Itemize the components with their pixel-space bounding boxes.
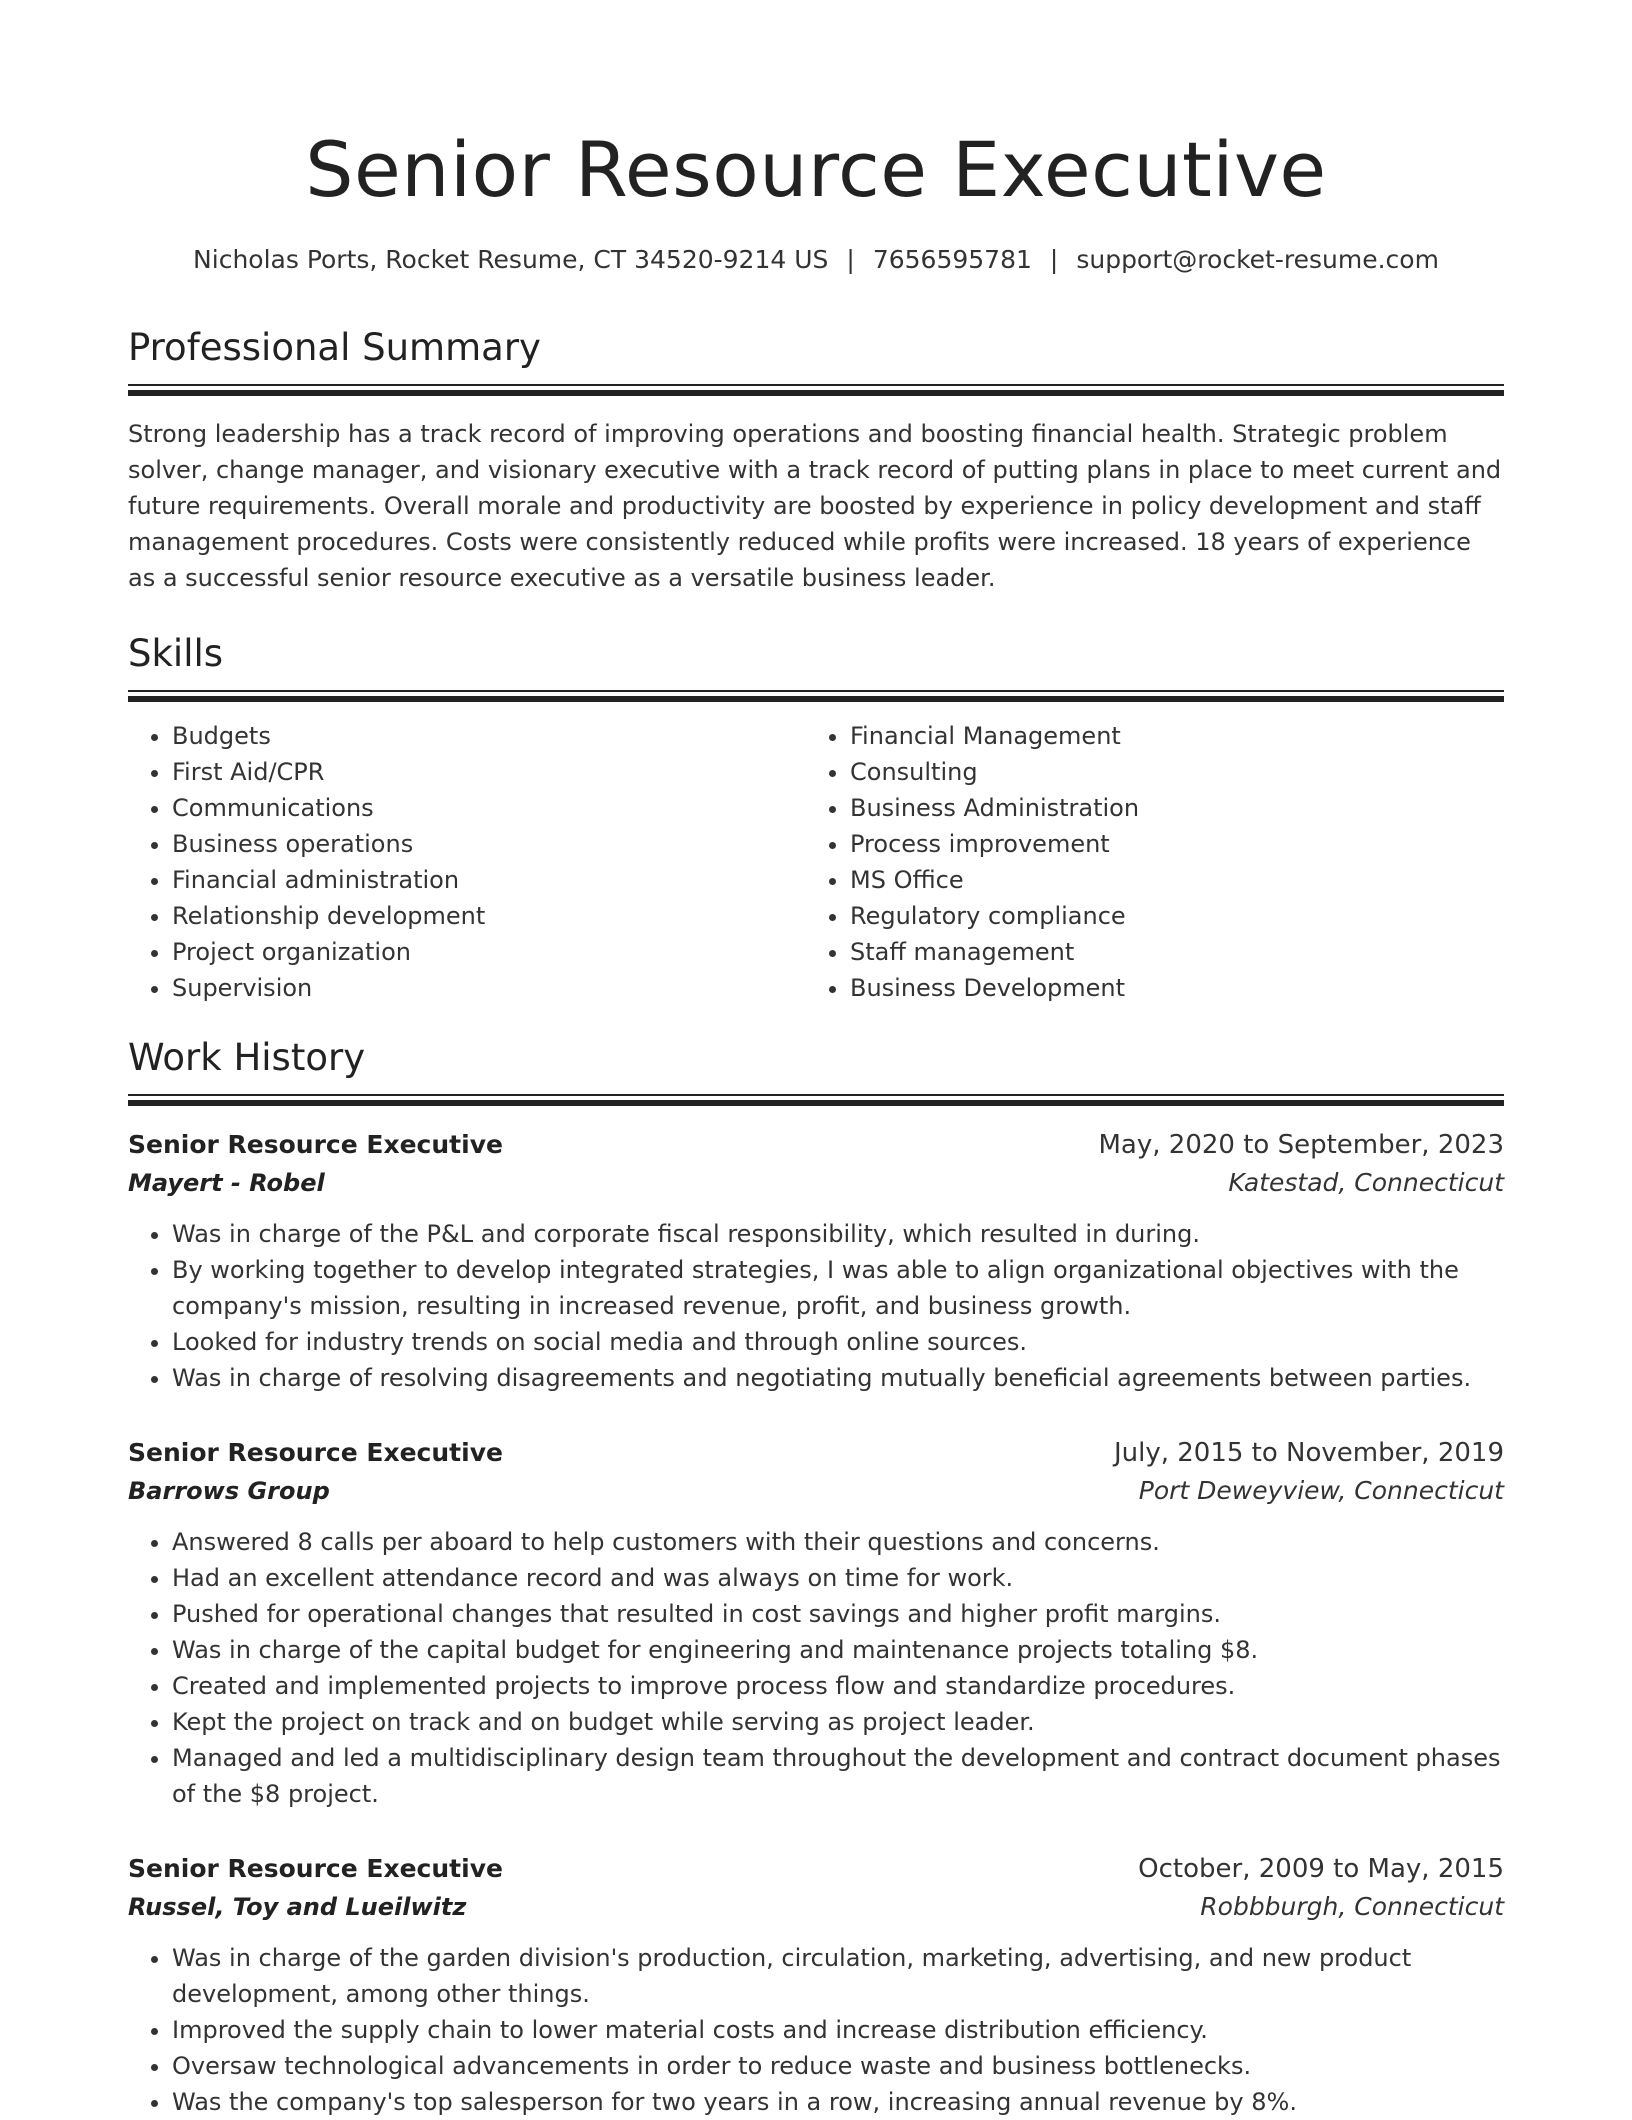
job-bullet-list (128, 1940, 1504, 2120)
skill-item: • Financial Management (850, 718, 1484, 754)
job-bullet: • Had an excellent attendance record and was always on time for work. (172, 1560, 1504, 1596)
skill-item: • Business Administration (850, 790, 1484, 826)
job-dates: October, 2009 to May, 2015 (1138, 1854, 1504, 1884)
skill-item: • Process improvement (850, 826, 1484, 862)
job-entry (128, 1434, 1504, 1812)
job-header-row (128, 1126, 1504, 1164)
job-company-row (128, 1472, 1504, 1510)
skill-item: • Financial administration (172, 862, 806, 898)
contact-address: Nicholas Ports, Rocket Resume, CT 34520-9214 US (193, 245, 829, 274)
job-bullet: • Was the company's top salesperson for two years in a row, increasing annual revenue by 8%. (172, 2084, 1504, 2120)
job-bullet: • Was in charge of resolving disagreements and negotiating mutually beneficial agreements between parties. (172, 1360, 1504, 1396)
skill-item: • Business operations (172, 826, 806, 862)
summary-text: Strong leadership has a track record of improving operations and boosting financial health. Strategic problem solver, change manager, and visionary executive with a track record of putting plans in place to meet current and future requirements. Overall morale and productivity are boosted by experience in policy development and staff management procedures. Costs were consistently reduced while profits were increased. 18 years of experience as a successful senior resource executive as a versatile business leader. (128, 420, 1502, 592)
skill-item: • Business Development (850, 970, 1484, 1006)
skill-item: • Budgets (172, 718, 806, 754)
job-title: Senior Resource Executive (128, 1854, 503, 1883)
skills-column-right (806, 718, 1484, 1006)
job-bullet: • Improved the supply chain to lower material costs and increase distribution efficiency. (172, 2012, 1504, 2048)
job-bullet: • Kept the project on track and on budget while serving as project leader. (172, 1704, 1504, 1740)
job-title: Senior Resource Executive (128, 1438, 503, 1467)
job-bullet: • Oversaw technological advancements in order to reduce waste and business bottlenecks. (172, 2048, 1504, 2084)
skill-item: • Communications (172, 790, 806, 826)
job-location: Katestad, Connecticut (1228, 1168, 1504, 1197)
skills-grid (128, 718, 1504, 1006)
contact-separator: | (1049, 245, 1059, 274)
skill-item: • Relationship development (172, 898, 806, 934)
job-header-row (128, 1850, 1504, 1888)
section-heading-summary: Professional Summary (128, 326, 541, 369)
contact-separator: | (846, 245, 855, 274)
job-company: Russel, Toy and Lueilwitz (128, 1893, 467, 1921)
job-entry (128, 1850, 1504, 2120)
job-bullet: • Was in charge of the P&L and corporate fiscal responsibility, which resulted in during. (172, 1216, 1504, 1252)
contact-line (128, 244, 1504, 276)
job-bullet: • Pushed for operational changes that resulted in cost savings and higher profit margins. (172, 1596, 1504, 1632)
contact-phone: 7656595781 (872, 245, 1032, 274)
resume-title: Senior Resource Executive (305, 125, 1327, 214)
skill-item: • Regulatory compliance (850, 898, 1484, 934)
job-bullet-list (128, 1216, 1504, 1396)
work-history-section (128, 1034, 1504, 2120)
skill-item: • MS Office (850, 862, 1484, 898)
job-location: Port Deweyview, Connecticut (1138, 1476, 1504, 1505)
job-title: Senior Resource Executive (128, 1130, 503, 1159)
job-bullet: • Looked for industry trends on social media and through online sources. (172, 1324, 1504, 1360)
job-header-row (128, 1434, 1504, 1472)
job-bullet: • Was in charge of the garden division's production, circulation, marketing, advertising, and new product development, among other things. (172, 1940, 1504, 2012)
section-heading-skills: Skills (128, 632, 224, 675)
professional-summary-section (128, 324, 1504, 596)
skill-item: • Supervision (172, 970, 806, 1006)
section-divider (128, 690, 1504, 702)
section-divider (128, 384, 1504, 396)
job-company-row (128, 1164, 1504, 1202)
job-company: Mayert - Robel (128, 1169, 325, 1197)
job-location: Robbburgh, Connecticut (1200, 1892, 1504, 1921)
job-bullet: • Was in charge of the capital budget for engineering and maintenance projects totaling $8. (172, 1632, 1504, 1668)
job-entry (128, 1126, 1504, 1396)
skills-section (128, 630, 1504, 1006)
job-bullet: • Managed and led a multidisciplinary design team throughout the development and contract document phases of the $8 project. (172, 1740, 1504, 1812)
job-bullet: • By working together to develop integrated strategies, I was able to align organizational objectives with the company's mission, resulting in increased revenue, profit, and business growth. (172, 1252, 1504, 1324)
job-bullet: • Answered 8 calls per aboard to help customers with their questions and concerns. (172, 1524, 1504, 1560)
skill-item: • First Aid/CPR (172, 754, 806, 790)
skill-item: • Staff management (850, 934, 1484, 970)
job-dates: July, 2015 to November, 2019 (1113, 1438, 1504, 1468)
section-heading-work: Work History (128, 1036, 366, 1079)
job-bullet-list (128, 1524, 1504, 1812)
job-dates: May, 2020 to September, 2023 (1098, 1130, 1504, 1160)
job-bullet: • Created and implemented projects to improve process flow and standardize procedures. (172, 1668, 1504, 1704)
job-company: Barrows Group (128, 1477, 330, 1505)
resume-page (128, 0, 1504, 2120)
skills-column-left (128, 718, 806, 1006)
contact-email: support@rocket-resume.com (1076, 245, 1439, 274)
job-company-row (128, 1888, 1504, 1926)
skill-item: • Project organization (172, 934, 806, 970)
section-divider (128, 1094, 1504, 1106)
skill-item: • Consulting (850, 754, 1484, 790)
